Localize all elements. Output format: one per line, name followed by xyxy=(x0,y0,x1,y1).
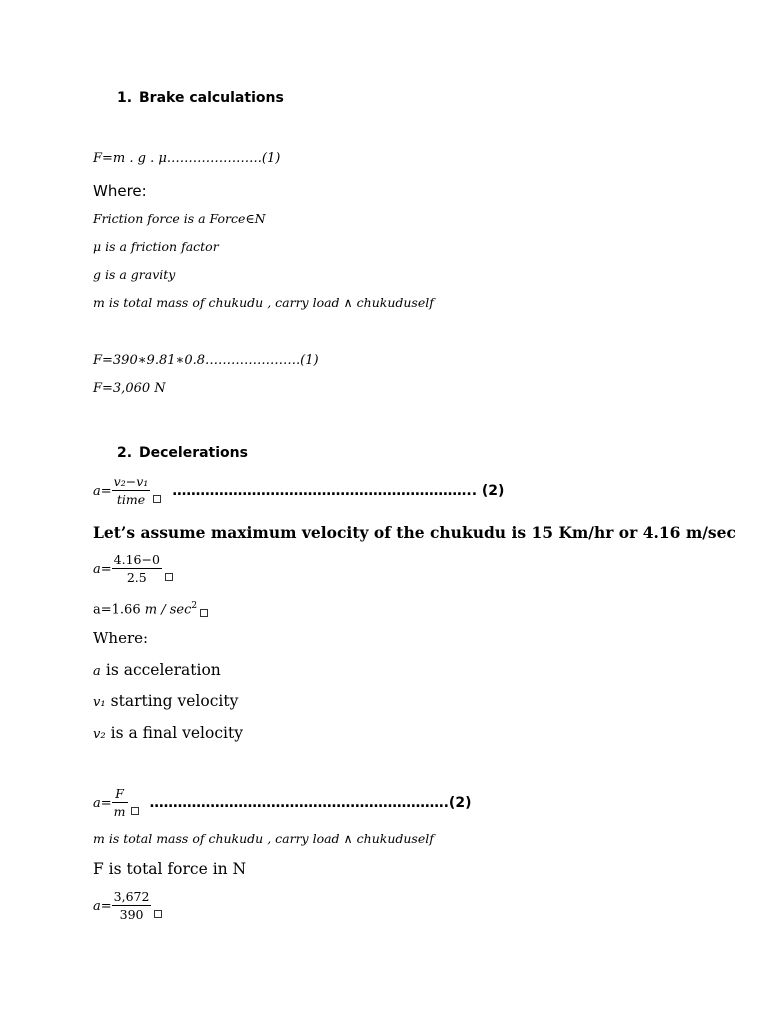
section-heading-brake xyxy=(117,90,284,106)
formula-lhs: a= xyxy=(93,899,112,914)
denominator: m xyxy=(113,804,126,819)
formula-lhs: a= xyxy=(93,484,112,499)
symbol: v₂ xyxy=(93,727,106,742)
where-label: Where: xyxy=(93,182,147,200)
fraction xyxy=(112,474,151,507)
definition-text: is a final velocity xyxy=(110,724,243,742)
denominator: 390 xyxy=(119,907,144,922)
fraction xyxy=(112,552,162,585)
formula-lhs: a= xyxy=(93,796,112,811)
placeholder-box xyxy=(200,609,208,617)
where-label: Where: xyxy=(93,629,149,647)
section-heading-decelerations xyxy=(117,445,248,461)
symbol: a xyxy=(93,664,101,679)
section-number: 1. xyxy=(117,90,133,106)
definition-friction-factor: μ is a friction factor xyxy=(93,239,219,254)
velocity-assumption: Let’s assume maximum velocity of the chukudu is 15 Km/hr or 4.16 m/sec xyxy=(93,523,736,542)
definition-acceleration xyxy=(93,660,221,679)
numerator: 3,672 xyxy=(113,889,150,904)
deceleration-substitution xyxy=(93,552,173,585)
equation-number: ……………………………………………………….. (2) xyxy=(172,482,505,499)
newton-substitution xyxy=(93,889,162,922)
unit-exponent: 2 xyxy=(191,601,198,611)
result-value: a=1.66 xyxy=(93,602,145,618)
section-title: Brake calculations xyxy=(139,90,284,106)
denominator: time xyxy=(116,492,146,507)
fraction xyxy=(112,889,152,922)
friction-calculation: F=390∗9.81∗0.8………………….(1) xyxy=(93,353,319,368)
placeholder-box xyxy=(131,807,139,815)
friction-result: F=3,060 N xyxy=(93,381,166,396)
numerator: v₂−v₁ xyxy=(113,474,149,489)
definition-friction-force: Friction force is a Force∈N xyxy=(93,211,266,226)
numerator: F xyxy=(112,786,128,803)
definition-text: is acceleration xyxy=(105,661,221,679)
symbol: v₁ xyxy=(93,695,106,710)
definition-mass: m is total mass of chukudu , carry load ∧ chukuduself xyxy=(93,295,434,310)
definition-starting-velocity xyxy=(93,691,238,710)
numerator: 4.16−0 xyxy=(113,552,160,567)
definition-text: starting velocity xyxy=(110,692,239,710)
result-unit: m / sec xyxy=(144,602,192,618)
placeholder-box xyxy=(153,495,161,503)
placeholder-box xyxy=(165,573,173,581)
definition-force: F is total force in N xyxy=(93,860,247,878)
definition-mass: m is total mass of chukudu , carry load ∧ chukuduself xyxy=(93,831,434,846)
equation-number: ……………………………………………………….(2) xyxy=(149,794,472,811)
newton-formula xyxy=(93,786,471,819)
definition-gravity: g is a gravity xyxy=(93,267,176,282)
friction-formula: F=m . g . μ………………….(1) xyxy=(93,151,281,166)
denominator: 2.5 xyxy=(126,570,147,585)
formula-lhs: a= xyxy=(93,562,112,577)
section-title: Decelerations xyxy=(139,445,248,461)
fraction xyxy=(112,786,128,819)
placeholder-box xyxy=(154,910,162,918)
section-number: 2. xyxy=(117,445,133,461)
definition-final-velocity xyxy=(93,723,243,742)
deceleration-result xyxy=(93,601,208,617)
deceleration-formula xyxy=(93,474,504,507)
